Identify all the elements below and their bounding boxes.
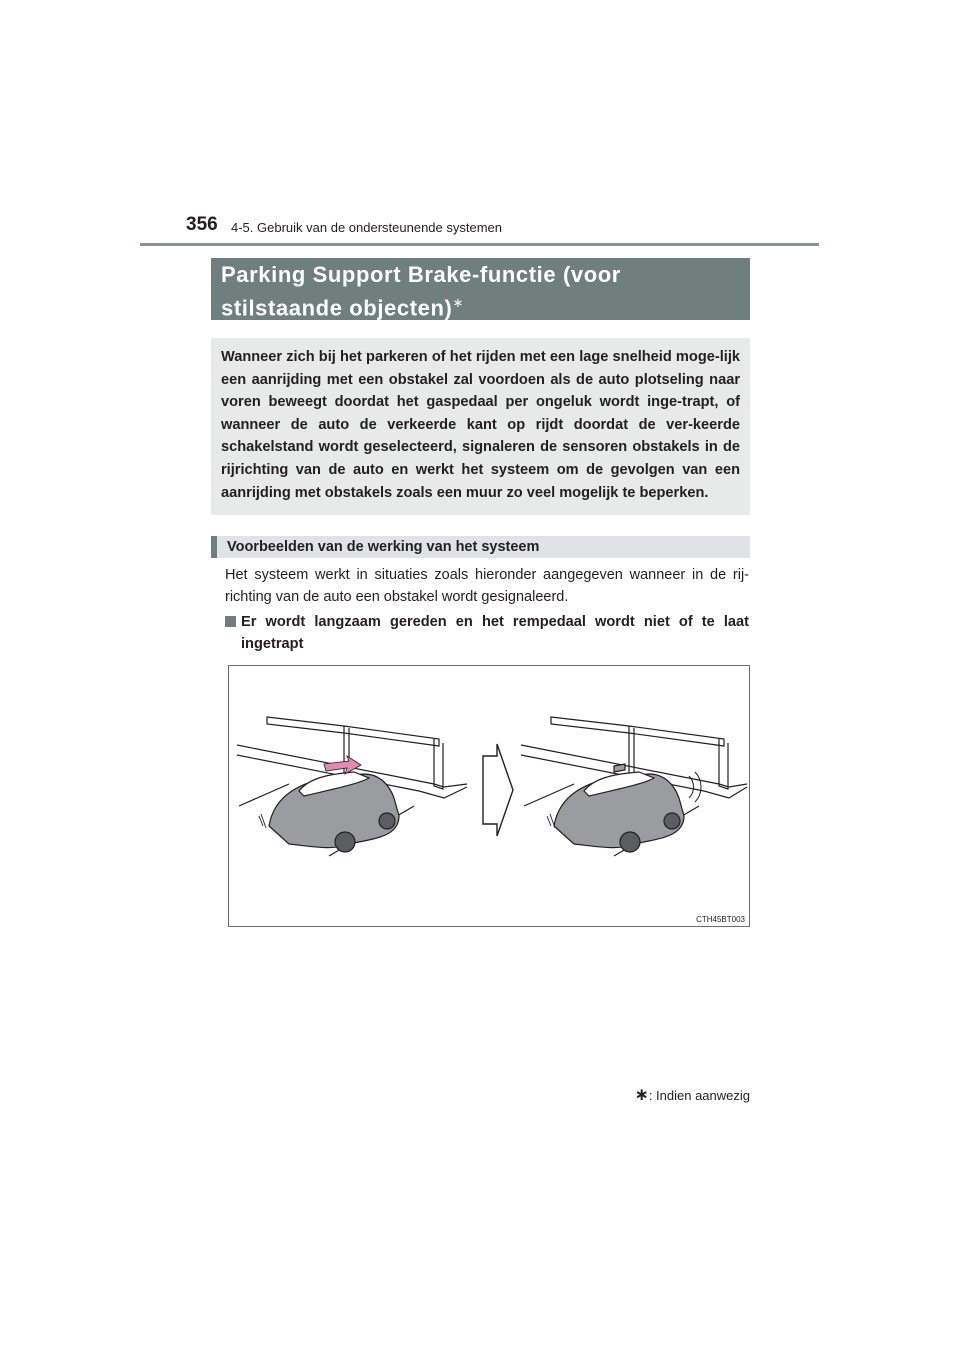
- subsection-heading: Voorbeelden van de werking van het systeem: [211, 536, 750, 558]
- intro-box: [211, 338, 750, 515]
- bullet-item: [225, 611, 749, 655]
- footnote: [635, 1085, 750, 1105]
- bullet-text: Er wordt langzaam gereden en het rempedaal wordt niet of te laat ingetrapt: [241, 614, 749, 652]
- bullet-square-icon: [225, 616, 236, 627]
- section-title-box: [211, 258, 750, 320]
- header-rule: [140, 243, 819, 246]
- page-number: 356: [186, 214, 218, 235]
- chapter-heading: 4-5. Gebruik van de ondersteunende systemen: [231, 220, 503, 235]
- title-asterisk: ∗: [452, 295, 464, 310]
- body-text: Het systeem werkt in situaties zoals hieronder aangegeven wanneer in de rij-richting van de auto een obstakel wordt gesignaleerd.: [225, 567, 749, 605]
- transition-arrow: [483, 744, 513, 836]
- intro-text: Wanneer zich bij het parkeren of het rijden met een lage snelheid moge-lijk een aanrijding met een obstakel zal voordoen als de auto plotseling naar voren beweegt doordat het gaspedaal per ongeluk wordt inge-trapt, of wanneer de auto de verkeerde kant op rijdt doordat de ver-keerde schakelstand wordt geselecteerd, signaleren de sensoren obstakels in de rijrichting van de auto en werkt het systeem om de gevolgen van een aanrijding met obstakels zoals een muur zo veel mogelijk te beperken.: [221, 349, 740, 501]
- motion-arrow-left: [324, 756, 361, 774]
- footnote-text: : Indien aanwezig: [648, 1088, 750, 1103]
- section-title: Parking Support Brake-functie (voor stilstaande objecten): [221, 262, 621, 321]
- parking-illustration: [229, 666, 750, 927]
- illustration-figure: [228, 665, 750, 927]
- figure-code: CTH45BT003: [696, 915, 745, 924]
- footnote-asterisk: ∗: [634, 1085, 649, 1104]
